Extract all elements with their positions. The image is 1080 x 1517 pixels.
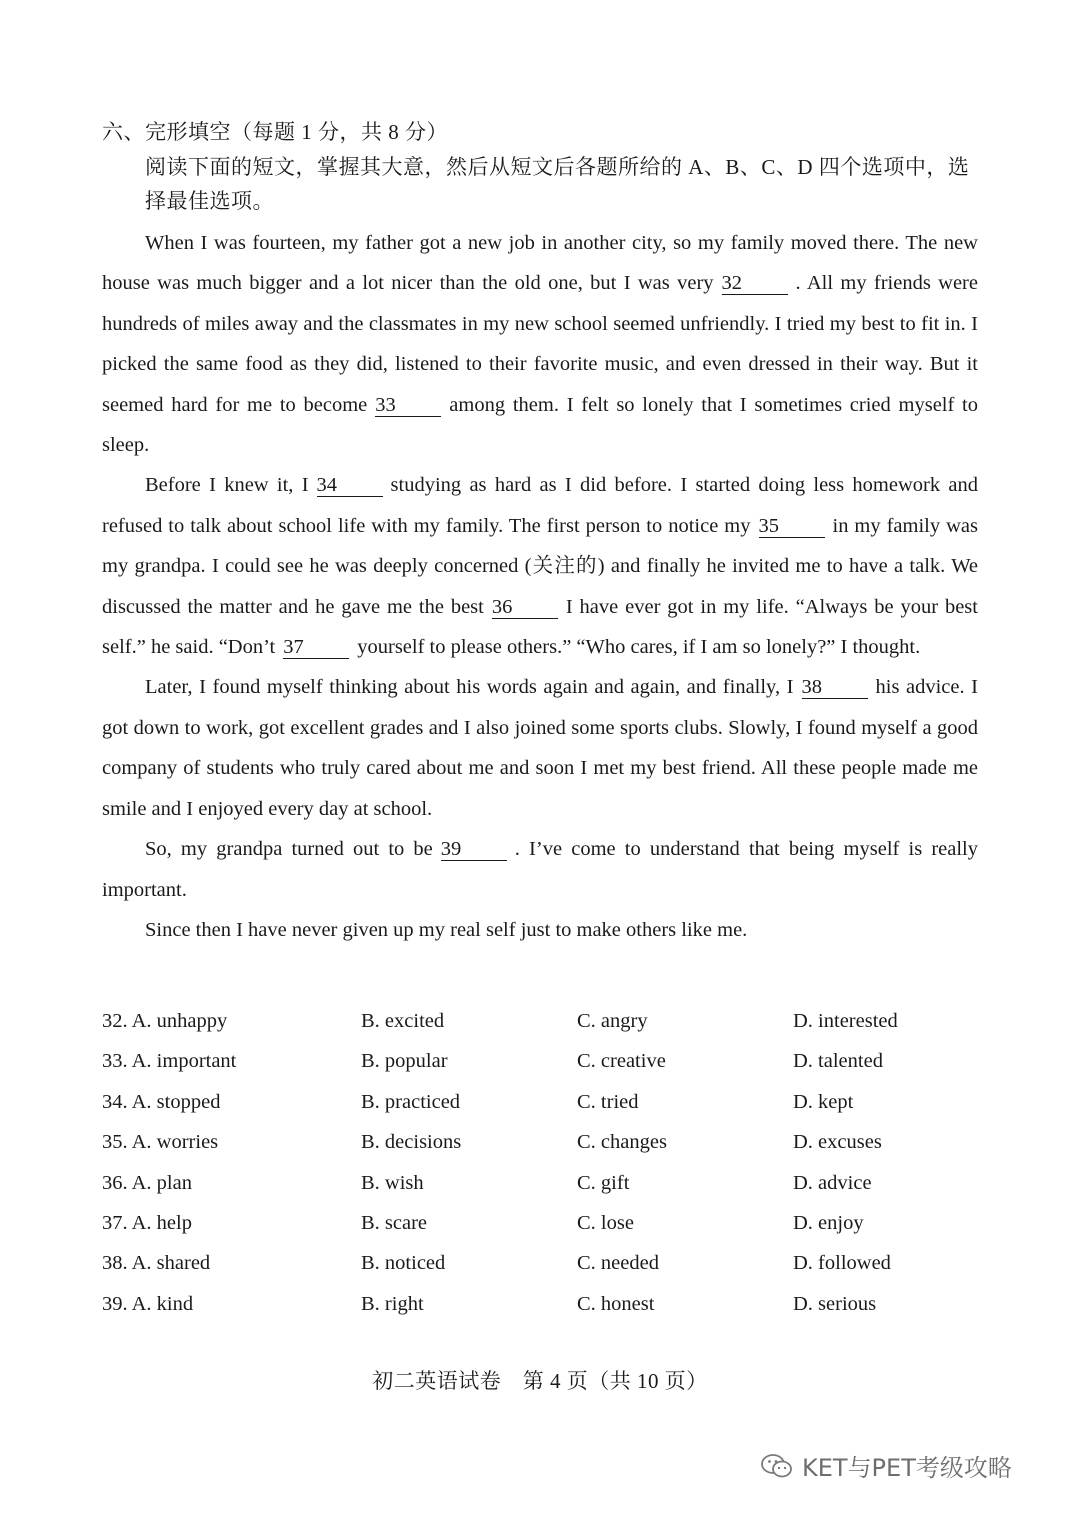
option-d: D. serious: [793, 1292, 877, 1315]
blank-37: 37: [283, 636, 349, 659]
option-d: D. followed: [793, 1252, 891, 1275]
option-a: 32. A. unhappy: [102, 1010, 228, 1032]
paragraph-text: I have ever got in my life. “Always be your best self.” he said. “Don’t: [102, 595, 978, 659]
paragraph-text: in my family was my grandpa. I could see he was deeply concerned (关注的) and finally he invited me to have a talk. We discussed the matter and he gave me the best: [102, 514, 978, 618]
option-b: B. wish: [361, 1171, 424, 1194]
paragraph-text: his advice. I got down to work, got excellent grades and I also joined some sports clubs. Slowly, I found myself a good company of students who truly cared about me and soon I met my best friend. All these people made me smile and I enjoyed every day at school.: [102, 676, 978, 820]
paragraph-text: yourself to please others.” “Who cares, if I am so lonely?” I thought.: [357, 636, 921, 659]
option-d: D. advice: [793, 1171, 872, 1194]
option-a: 35. A. worries: [102, 1131, 219, 1154]
paragraph-text: studying as hard as I did before. I started doing less homework and refused to talk about school life with my family. The first person to notice my: [102, 474, 978, 537]
instructions-line-1: 阅读下面的短文，掌握其大意，然后从短文后各题所给的 A、B、C、D 四个选项中，选: [145, 155, 970, 179]
option-row: [102, 1252, 982, 1292]
paragraph-text: Later, I found myself thinking about his words again and again, and finally, I: [145, 676, 794, 699]
option-a: 34. A. stopped: [102, 1090, 221, 1113]
option-a: 33. A. important: [102, 1050, 237, 1073]
option-c: C. gift: [577, 1171, 630, 1194]
paragraph-text: among them. I felt so lonely that I sometimes cried myself to sleep.: [102, 393, 979, 457]
option-c: C. lose: [577, 1211, 634, 1234]
page-footer: 初二英语试卷 第 4 页（共 10 页）: [372, 1369, 708, 1393]
paragraph-4: [102, 829, 978, 910]
option-b: B. practiced: [361, 1090, 461, 1113]
paragraph-1: [102, 223, 978, 465]
option-b: B. noticed: [361, 1252, 446, 1275]
option-b: B. right: [361, 1292, 424, 1315]
option-d: D. excuses: [793, 1131, 882, 1154]
option-row: [102, 1293, 982, 1333]
option-b: B. decisions: [361, 1131, 462, 1154]
paragraph-5: [102, 910, 978, 950]
option-d: D. kept: [793, 1090, 854, 1113]
option-row: [102, 1050, 982, 1090]
option-a: 38. A. shared: [102, 1252, 211, 1275]
paragraph-text: Before I knew it, I: [145, 474, 309, 497]
option-c: C. honest: [577, 1292, 655, 1315]
blank-39: 39: [441, 838, 507, 861]
blank-32: 32: [722, 272, 788, 295]
option-c: C. creative: [577, 1050, 666, 1073]
option-b: B. popular: [361, 1050, 448, 1073]
blank-33: 33: [375, 394, 441, 417]
option-a: 39. A. kind: [102, 1292, 194, 1315]
paragraph-text: . All my friends were hundreds of miles away and the classmates in my new school seemed unfriendly. I tried my best to fit in. I picked the same food as they did, listened to their favorite music, and even dressed in their way. But it seemed hard for me to become: [102, 272, 978, 416]
section-title: 六、完形填空（每题 1 分，共 8 分）: [102, 120, 448, 144]
instructions: [145, 150, 980, 218]
paragraph-3: [102, 667, 978, 829]
cloze-passage: [102, 223, 978, 950]
paragraph-text: Since then I have never given up my real self just to make others like me.: [145, 918, 748, 941]
option-c: C. changes: [577, 1131, 667, 1154]
option-a: 37. A. help: [102, 1211, 192, 1234]
paragraph-text: . I’ve come to understand that being myself is really important.: [102, 838, 978, 901]
wechat-icon: [760, 1452, 794, 1480]
blank-36: 36: [492, 596, 558, 619]
option-d: D. interested: [793, 1010, 898, 1032]
option-c: C. needed: [577, 1252, 659, 1275]
option-row: [102, 1010, 982, 1050]
option-a: 36. A. plan: [102, 1171, 192, 1194]
option-c: C. angry: [577, 1010, 648, 1032]
blank-34: 34: [317, 474, 383, 497]
watermark-text: KET与PET考级攻略: [802, 1454, 1012, 1482]
paragraph-text: When I was fourteen, my father got a new job in another city, so my family moved there. The new house was much bigger and a lot nicer than the old one, but I was very: [102, 232, 978, 295]
option-d: D. enjoy: [793, 1211, 864, 1234]
blank-35: 35: [759, 515, 825, 538]
option-c: C. tried: [577, 1090, 639, 1113]
option-d: D. talented: [793, 1050, 883, 1073]
paragraph-2: [102, 465, 978, 667]
option-b: B. scare: [361, 1211, 428, 1234]
option-b: B. excited: [361, 1010, 445, 1032]
option-row: [102, 1091, 982, 1131]
watermark: [760, 1448, 1012, 1483]
paragraph-text: So, my grandpa turned out to be: [145, 838, 433, 861]
blank-38: 38: [802, 676, 868, 699]
option-row: [102, 1172, 982, 1212]
option-row: [102, 1212, 982, 1252]
answer-options: [102, 1010, 982, 1333]
instructions-line-2: 择最佳选项。: [145, 189, 274, 213]
option-row: [102, 1131, 982, 1171]
